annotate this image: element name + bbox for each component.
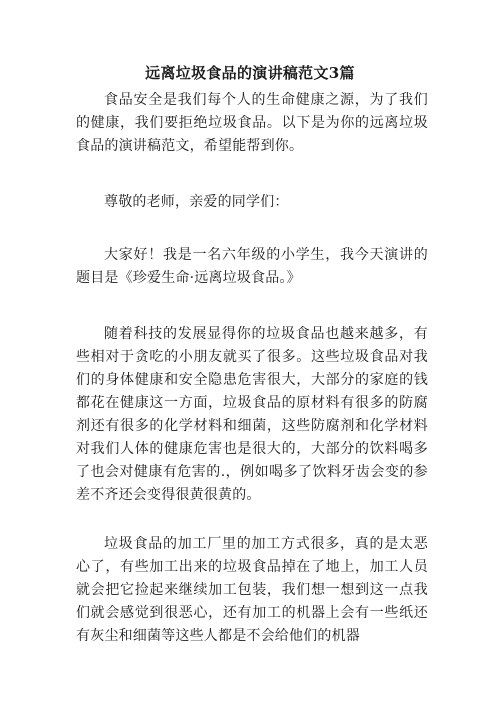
body-paragraph: 垃圾食品的加工厂里的加工方式很多，真的是太恶心了，有些加工出来的垃圾食品掉在了地上，加工人员就会把它捡起来继续加工包装，我们想一想到这一点我们就会感觉到很恶心，还有加工的机器上会有一些纸还有灰尘和细菌等这些人都是不会给他们的机器 [76,536,428,644]
body-paragraph: 随着科技的发展显得你的垃圾食品也越来越多，有些相对于贪吃的小朋友就买了很多。这些垃圾食品对我们的身体健康和安全隐患危害很大，大部分的家庭的钱都花在健康这一方面，垃圾食品的原材料有很多的防腐剂还有很多的化学材料和细菌，这些防腐剂和化学材料对我们人体的健康危害也是很大的，大部分的饮料喝多了也会对健康有危害的.，例如喝多了饮料牙齿会变的参差不齐还会变得很黄很黄的。 [76,326,428,503]
greeting-paragraph: 大家好！我是一名六年级的小学生，我今天演讲的题目是《珍爱生命·远离垃圾食品。》 [76,247,428,286]
intro-paragraph: 食品安全是我们每个人的生命健康之源，为了我们的健康，我们要拒绝垃圾食品。以下是为你的远离垃圾食品的演讲稿范文，希望能帮到你。 [76,92,428,154]
salutation-paragraph: 尊敬的老师，亲爱的同学们： [104,194,289,210]
document-title: 远离垃圾食品的演讲稿范文3篇 [145,64,355,82]
